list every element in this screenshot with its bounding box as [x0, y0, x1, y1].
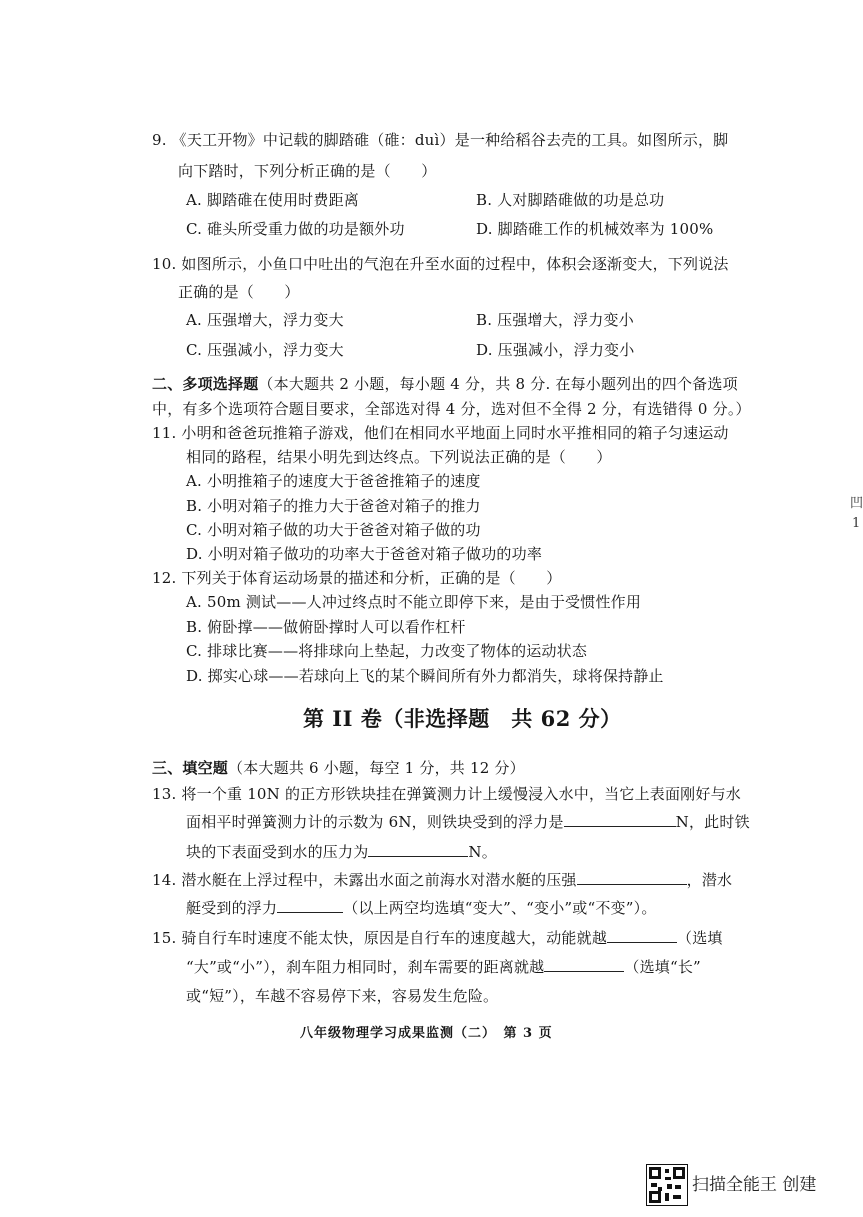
q10-option-b: B. 压强增大，浮力变小 [476, 311, 634, 329]
q14-blank2[interactable] [277, 898, 343, 913]
q14-blank1[interactable] [577, 870, 687, 885]
edge-char-2: 1 [852, 516, 861, 531]
section3-heading-line [152, 758, 525, 778]
q15-line2 [186, 957, 701, 977]
q14-line2 [186, 898, 657, 918]
q15-blank1[interactable] [607, 928, 677, 943]
q13-line1: 13. 将一个重 10N 的正方形铁块挂在弹簧测力计上缓慢浸入水中，当它上表面刚好与水 [152, 785, 741, 803]
q11-option-c: C. 小明对箱子做的功大于爸爸对箱子做的功 [186, 521, 481, 539]
section2-heading: 二、多项选择题 [152, 375, 259, 393]
q9-option-a: A. 脚踏碓在使用时费距离 [186, 191, 359, 209]
q11-option-d: D. 小明对箱子做功的功率大于爸爸对箱子做功的功率 [186, 545, 543, 563]
q13-blank1[interactable] [564, 812, 676, 827]
q9-stem-line2: 向下踏时，下列分析正确的是（ ） [178, 162, 437, 180]
section2-desc-line2: 中，有多个选项符合题目要求，全部选对得 4 分，选对但不全得 2 分，有选错得 0 分。） [152, 400, 751, 418]
q10-stem-line1: 10. 如图所示，小鱼口中吐出的气泡在升至水面的过程中，体积会逐渐变大，下列说法 [152, 255, 729, 273]
q13-line2-text: 面相平时弹簧测力计的示数为 6N，则铁块受到的浮力是 [186, 813, 564, 831]
q10-option-a: A. 压强增大，浮力变大 [186, 311, 344, 329]
section3-heading: 三、填空题 [152, 759, 229, 777]
q15-line1-tail: （选填 [677, 929, 723, 947]
q15-line1 [152, 928, 723, 948]
q13-blank2[interactable] [368, 842, 468, 857]
q15-blank2[interactable] [544, 957, 624, 972]
q15-line3: 或“短”），车越不容易停下来，容易发生危险。 [186, 987, 499, 1005]
q12-option-c: C. 排球比赛——将排球向上垫起，力改变了物体的运动状态 [186, 642, 588, 660]
q15-line2-tail: （选填“长” [624, 958, 701, 976]
q14-line2-tail: （以上两空均选填“变大”、“变小”或“不变”）。 [343, 899, 657, 917]
q13-line2 [186, 812, 750, 832]
edge-char-1: 凹 [850, 496, 863, 511]
q10-option-c: C. 压强减小，浮力变大 [186, 341, 344, 359]
q14-line1 [152, 870, 732, 890]
q13-line3-text: 块的下表面受到水的压力为 [186, 843, 369, 861]
section3-desc: （本大题共 6 小题，每空 1 分，共 12 分） [228, 759, 525, 777]
q9-option-c: C. 碓头所受重力做的功是额外功 [186, 220, 405, 238]
q9-option-d: D. 脚踏碓工作的机械效率为 100% [476, 220, 714, 238]
q13-line2-tail: N，此时铁 [675, 813, 750, 831]
q14-line2-text: 艇受到的浮力 [186, 899, 278, 917]
q12-stem: 12. 下列关于体育运动场景的描述和分析，正确的是（ ） [152, 569, 562, 587]
q9-option-b: B. 人对脚踏碓做的功是总功 [476, 191, 665, 209]
q13-line3 [186, 842, 497, 862]
page-footer: 八年级物理学习成果监测（二） 第 3 页 [300, 1026, 553, 1041]
part2-title: 第 II 卷（非选择题 共 62 分） [303, 706, 622, 731]
q14-line1-text: 14. 潜水艇在上浮过程中，未露出水面之前海水对潜水艇的压强 [152, 871, 577, 889]
section2-desc-line1: （本大题共 2 小题，每小题 4 分，共 8 分. 在每小题列出的四个备选项 [258, 375, 738, 393]
q11-stem-line1: 11. 小明和爸爸玩推箱子游戏，他们在相同水平地面上同时水平推相同的箱子匀速运动 [152, 424, 729, 442]
q12-option-d: D. 掷实心球——若球向上飞的某个瞬间所有外力都消失，球将保持静止 [186, 667, 664, 685]
q10-option-d: D. 压强减小，浮力变小 [476, 341, 635, 359]
q11-option-b: B. 小明对箱子的推力大于爸爸对箱子的推力 [186, 497, 481, 515]
q13-line3-tail: N。 [468, 843, 497, 861]
q10-stem-line2: 正确的是（ ） [178, 283, 300, 301]
q12-option-a: A. 50m 测试——人冲过终点时不能立即停下来，是由于受惯性作用 [186, 593, 642, 611]
q9-stem-line1: 9. 《天工开物》中记载的脚踏碓（碓：duì）是一种给稻谷去壳的工具。如图所示，脚 [152, 131, 729, 149]
q11-stem-line2: 相同的路程，结果小明先到达终点。下列说法正确的是（ ） [186, 448, 612, 466]
q12-option-b: B. 俯卧撑——做俯卧撑时人可以看作杠杆 [186, 618, 466, 636]
q15-line2-text: “大”或“小”），刹车阻力相同时，刹车需要的距离就越 [186, 958, 545, 976]
section2-heading-line [152, 374, 738, 394]
scanner-brand: 扫描全能王 创建 [692, 1175, 817, 1195]
q14-line1-tail: ，潜水 [686, 871, 733, 889]
qr-code-icon [646, 1164, 688, 1206]
q15-line1-text: 15. 骑自行车时速度不能太快，原因是自行车的速度越大，动能就越 [152, 929, 608, 947]
q11-option-a: A. 小明推箱子的速度大于爸爸推箱子的速度 [186, 472, 481, 490]
